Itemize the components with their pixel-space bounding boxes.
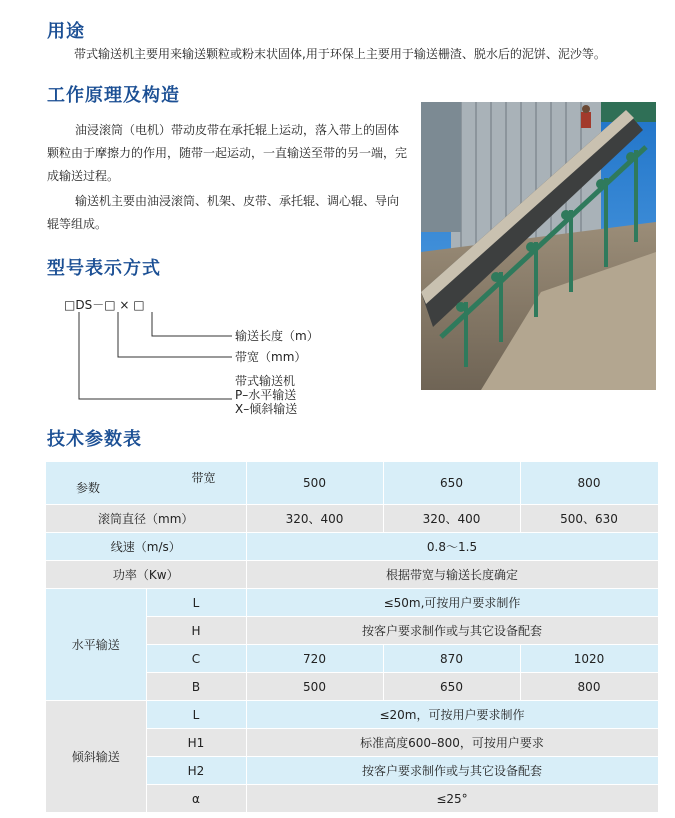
usage-text: 带式输送机主要用来输送颗粒或粉末状固体,用于环保上主要用于输送栅渣、脱水后的泥饼、泥沙等。 <box>74 47 606 61</box>
param-cell: B <box>146 673 246 701</box>
table-cell: 870 <box>383 645 520 673</box>
model-notation <box>64 296 364 421</box>
param-cell: H1 <box>146 729 246 757</box>
spec-title: 技术参数表 <box>47 429 142 450</box>
table-cell: ≤20m，可按用户要求制作 <box>246 701 658 729</box>
table-cell: ≤25° <box>246 785 658 813</box>
table-cell: 800 <box>520 673 658 701</box>
corner-label-param: 参数 <box>76 481 101 495</box>
principle-title: 工作原理及构造 <box>47 85 180 106</box>
row-label-speed: 线速（m/s） <box>46 533 246 561</box>
table-corner-cell <box>46 462 246 505</box>
table-row <box>46 561 658 589</box>
model-label-width: 带宽（mm） <box>235 350 307 364</box>
row-label-power: 功率（Kw） <box>46 561 246 589</box>
table-cell: 500 <box>246 673 383 701</box>
group-label-horizontal: 水平输送 <box>46 589 146 701</box>
model-title: 型号表示方式 <box>47 258 161 279</box>
table-row <box>46 462 658 505</box>
table-cell: 1020 <box>520 645 658 673</box>
table-row <box>46 701 658 729</box>
model-label-type-1: 带式输送机 <box>235 374 296 388</box>
model-connector-lines <box>64 296 364 421</box>
model-label-type-3: X–倾斜输送 <box>235 402 298 416</box>
table-row <box>46 533 658 561</box>
model-label-length: 输送长度（m） <box>235 329 319 343</box>
table-cell: 按客户要求制作或与其它设备配套 <box>246 617 658 645</box>
param-cell: H <box>146 617 246 645</box>
corner-label-width: 带宽 <box>191 471 216 485</box>
table-cell: 标准高度600–800，可按用户要求 <box>246 729 658 757</box>
table-cell: 按客户要求制作或与其它设备配套 <box>246 757 658 785</box>
table-cell: 720 <box>246 645 383 673</box>
principle-paragraph-1: 油浸滚筒（电机）带动皮带在承托辊上运动，落入带上的固体颗粒由于摩擦力的作用，随带一起运动，一直输送至带的另一端，完成输送过程。 <box>47 123 408 183</box>
param-cell: α <box>146 785 246 813</box>
table-cell: ≤50m,可按用户要求制作 <box>246 589 658 617</box>
model-label-type-2: P–水平输送 <box>235 388 297 402</box>
row-label-drum: 滚筒直径（mm） <box>46 505 246 533</box>
param-cell: L <box>146 589 246 617</box>
belt-conveyor-photo <box>421 102 656 390</box>
table-row <box>46 589 658 617</box>
table-cell: 320、400 <box>246 505 383 533</box>
table-cell: 320、400 <box>383 505 520 533</box>
table-cell: 650 <box>383 673 520 701</box>
table-cell: 根据带宽与输送长度确定 <box>246 561 658 589</box>
spec-table <box>46 462 659 813</box>
table-row <box>46 505 658 533</box>
param-cell: H2 <box>146 757 246 785</box>
header-width-800: 800 <box>520 462 658 505</box>
table-cell: 0.8～1.5 <box>246 533 658 561</box>
group-label-inclined: 倾斜输送 <box>46 701 146 813</box>
table-cell: 500、630 <box>520 505 658 533</box>
model-code: □DS－□ × □ <box>64 298 145 312</box>
param-cell: L <box>146 701 246 729</box>
header-width-500: 500 <box>246 462 383 505</box>
principle-paragraph-2: 输送机主要由油浸滚筒、机架、皮带、承托辊、调心辊、导向辊等组成。 <box>47 194 400 231</box>
param-cell: C <box>146 645 246 673</box>
usage-title: 用途 <box>47 21 85 42</box>
header-width-650: 650 <box>383 462 520 505</box>
